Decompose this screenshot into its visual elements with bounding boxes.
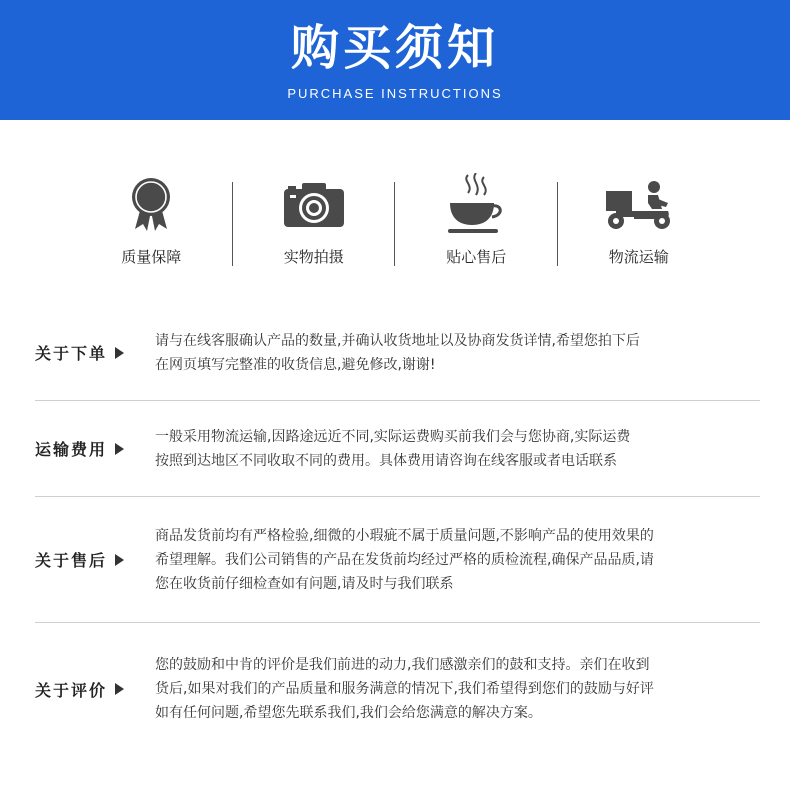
feature-logistics — [558, 175, 721, 270]
feature-quality — [70, 175, 233, 270]
section-title: 关于评价 — [35, 680, 108, 700]
feature-label: 贴心售后 — [446, 248, 507, 266]
section-aftersale — [35, 497, 760, 623]
section-line: 您的鼓励和中肯的评价是我们前进的动力,我们感激亲们的鼓和支持。亲们在收到 — [155, 657, 650, 673]
divider — [394, 182, 395, 266]
section-line: 请与在线客服确认产品的数量,并确认收货地址以及协商发货详情,希望您拍下后 — [155, 332, 640, 349]
feature-label: 质量保障 — [121, 248, 182, 266]
instructions-list — [35, 305, 760, 755]
section-line: 如有任何问题,希望您先联系我们,我们会给您满意的解决方案。 — [155, 705, 542, 721]
section-line: 按照到达地区不同收取不同的费用。具体费用请咨询在线客服或者电话联系 — [155, 452, 617, 469]
section-body — [155, 653, 755, 725]
section-line: 您在收货前仔细检查如有问题,请及时与我们联系 — [155, 575, 454, 592]
feature-label: 实物拍摄 — [283, 248, 344, 266]
feature-aftersale — [395, 175, 558, 270]
medal-icon — [112, 177, 190, 233]
section-line: 在网页填写完整准的收货信息,避免修改,谢谢! — [155, 356, 436, 373]
section-header — [35, 341, 155, 364]
section-review — [35, 623, 760, 755]
section-line: 货后,如果对我们的产品质量和服务满意的情况下,我们希望得到您们的鼓励与好评 — [155, 681, 654, 697]
section-line: 一般采用物流运输,因路途远近不同,实际运费购买前我们会与您协商,实际运费 — [155, 428, 631, 445]
arrow-right-icon — [115, 554, 124, 566]
divider — [232, 182, 233, 266]
coffee-cup-icon — [437, 177, 515, 233]
section-ordering — [35, 305, 760, 401]
arrow-right-icon — [115, 443, 124, 455]
delivery-scooter-icon — [600, 177, 678, 233]
section-line: 商品发货前均有严格检验,细微的小瑕疵不属于质量问题,不影响产品的使用效果的 — [155, 527, 654, 544]
section-body — [155, 524, 755, 596]
arrow-right-icon — [115, 347, 124, 359]
divider — [557, 182, 558, 266]
arrow-right-icon — [115, 683, 124, 695]
section-shipping — [35, 401, 760, 497]
section-header — [35, 437, 155, 460]
section-header — [35, 678, 155, 701]
section-title: 关于下单 — [35, 344, 108, 363]
section-line: 希望理解。我们公司销售的产品在发货前均经过严格的质检流程,确保产品品质,请 — [155, 551, 654, 568]
section-body — [155, 425, 755, 473]
feature-label: 物流运输 — [608, 248, 669, 266]
features-row — [70, 175, 720, 270]
section-title: 关于售后 — [35, 551, 108, 570]
section-body — [155, 329, 755, 377]
page-title: 购买须知 — [290, 19, 499, 76]
header-banner — [0, 0, 790, 120]
camera-icon — [275, 177, 353, 233]
page-subtitle: PURCHASE INSTRUCTIONS — [287, 85, 503, 101]
section-title: 运输费用 — [35, 440, 108, 459]
feature-photo — [233, 175, 396, 270]
section-header — [35, 548, 155, 571]
